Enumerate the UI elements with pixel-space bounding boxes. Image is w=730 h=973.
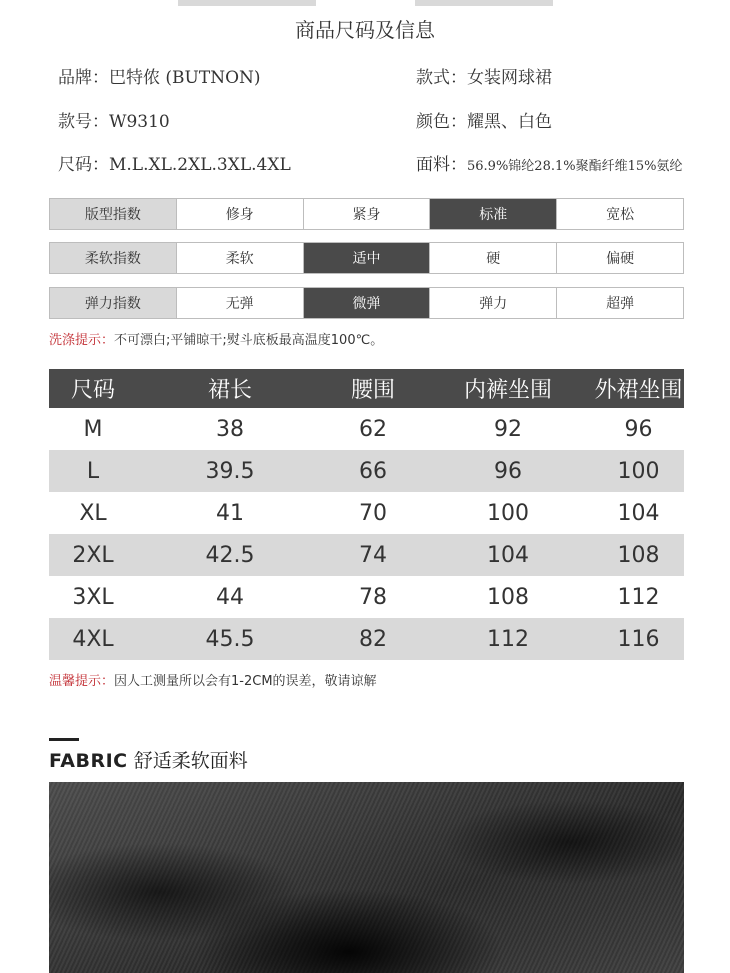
care-label: 洗涤提示：	[49, 333, 115, 348]
softness-index-label: 柔软指数	[50, 243, 176, 273]
care-instructions	[49, 329, 383, 348]
table-row	[49, 450, 684, 492]
cell-waist: 70	[359, 500, 387, 526]
cell-outer-hip: 112	[617, 584, 660, 610]
size-table	[49, 369, 684, 660]
header-inner-hip: 内裤坐围	[463, 378, 552, 403]
section-title: 商品尺码及信息	[295, 18, 435, 42]
elasticity-index-label: 弹力指数	[50, 288, 176, 318]
elasticity-option-slight: 微弹	[303, 288, 430, 318]
fabric-heading	[49, 746, 248, 773]
table-row	[49, 408, 684, 450]
info-model: 款号：W9310	[58, 112, 170, 132]
cell-outer-hip: 100	[617, 458, 660, 484]
top-decoration-right	[415, 0, 553, 6]
cell-waist: 78	[359, 584, 387, 610]
header-size: 尺码	[70, 378, 115, 403]
elasticity-option-super: 超弹	[556, 288, 683, 318]
cell-waist: 66	[359, 458, 387, 484]
elasticity-option-stretch: 弹力	[429, 288, 556, 318]
fit-option-standard: 标准	[429, 199, 556, 229]
cell-length: 38	[216, 416, 244, 442]
softness-option-medium: 适中	[303, 243, 430, 273]
info-brand: 品牌：巴特侬 (BUTNON)	[58, 68, 261, 88]
fabric-photo	[49, 782, 684, 973]
cell-inner-hip: 96	[494, 458, 522, 484]
cell-size: M	[83, 416, 103, 442]
elasticity-index-row	[49, 287, 684, 319]
table-row	[49, 576, 684, 618]
cell-inner-hip: 104	[487, 542, 529, 568]
fit-option-loose: 宽松	[556, 199, 683, 229]
softness-option-harder: 偏硬	[556, 243, 683, 273]
cell-inner-hip: 108	[487, 584, 529, 610]
header-waist: 腰围	[350, 378, 395, 403]
cell-waist: 62	[359, 416, 387, 442]
note-label: 温馨提示：	[49, 674, 115, 689]
header-outer-hip: 外裙坐围	[594, 378, 683, 403]
cell-size: 2XL	[72, 542, 114, 568]
softness-option-soft: 柔软	[176, 243, 303, 273]
cell-outer-hip: 96	[624, 416, 653, 442]
cell-outer-hip: 104	[617, 500, 660, 526]
cell-length: 42.5	[205, 542, 255, 568]
cell-waist: 74	[359, 542, 387, 568]
info-fabric-label: 面料：	[416, 155, 467, 175]
info-fabric	[416, 150, 683, 175]
cell-waist: 82	[359, 626, 387, 652]
softness-option-hard: 硬	[429, 243, 556, 273]
cell-size: 4XL	[72, 626, 114, 652]
info-fabric-value: 56.9%锦纶28.1%聚酯纤维15%氨纶	[467, 159, 683, 174]
table-row	[49, 492, 684, 534]
cell-length: 44	[216, 584, 244, 610]
cell-inner-hip: 112	[487, 626, 529, 652]
info-style: 款式：女装网球裙	[416, 68, 552, 88]
cell-size: L	[86, 458, 100, 484]
table-row	[49, 618, 684, 660]
info-sizes: 尺码：M.L.XL.2XL.3XL.4XL	[58, 155, 291, 175]
table-row	[49, 534, 684, 576]
cell-inner-hip: 100	[487, 500, 529, 526]
cell-outer-hip: 116	[617, 626, 660, 652]
cell-outer-hip: 108	[617, 542, 660, 568]
cell-size: 3XL	[72, 584, 114, 610]
fabric-heading-cn: 舒适柔软面料	[133, 750, 248, 772]
fit-option-tight: 紧身	[303, 199, 430, 229]
elasticity-option-none: 无弹	[176, 288, 303, 318]
cell-inner-hip: 92	[494, 416, 522, 442]
fabric-accent-bar	[49, 738, 79, 741]
note-text: 因人工测量所以会有1-2CM的误差，敬请谅解	[114, 674, 377, 689]
measurement-note	[49, 670, 377, 689]
fit-index-label: 版型指数	[50, 199, 176, 229]
cell-length: 45.5	[205, 626, 255, 652]
fabric-heading-en: FABRIC	[49, 750, 128, 772]
info-color: 颜色：耀黑、白色	[416, 112, 552, 132]
cell-size: XL	[79, 500, 107, 526]
cell-length: 41	[216, 500, 244, 526]
fit-index-row	[49, 198, 684, 230]
cell-length: 39.5	[205, 458, 255, 484]
size-table-header	[49, 369, 684, 408]
top-decoration-left	[178, 0, 316, 6]
header-skirt-length: 裙长	[207, 378, 252, 403]
softness-index-row	[49, 242, 684, 274]
fit-option-slim: 修身	[176, 199, 303, 229]
care-text: 不可漂白;平铺晾干;熨斗底板最高温度100℃。	[114, 333, 384, 348]
